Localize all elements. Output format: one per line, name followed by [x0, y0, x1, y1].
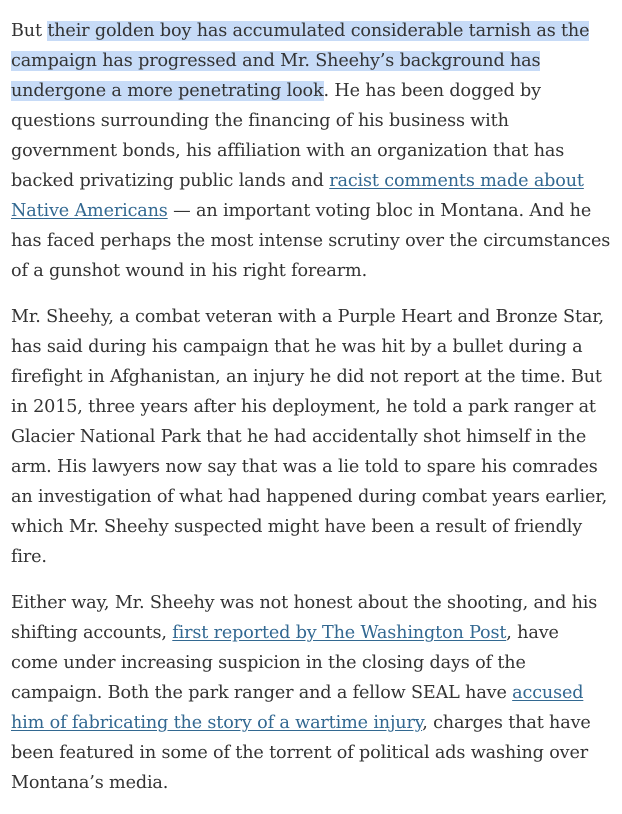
link-accused-fabricating[interactable]: accused him of fabricating the story of a wartime injury [11, 683, 584, 733]
paragraph-3-start: Either way, Mr. Sheehy was not honest about the shooting, and his shifting accounts, [11, 593, 598, 643]
link-racist-comments[interactable]: racist comments made about Native Americans [11, 171, 584, 221]
paragraph-2 [11, 302, 611, 572]
paragraph-2-text: Mr. Sheehy, a combat veteran with a Purple Heart and Bronze Star, has said during his campaign that he was hit by a bullet during a firefight in Afghanistan, an injury he did not report at the time. But in 2015, three years after his deployment, he told a park ranger at Glacier National Park that he had accidentally shot himself in the arm. His lawyers now say that was a lie told to spare his comrades an investigation of what had happened during combat years earlier, which Mr. Sheehy suspected might have been a result of friendly fire. [11, 307, 608, 567]
paragraph-3 [11, 588, 611, 798]
paragraph-1-text: . He has been dogged by questions surrounding the financing of his business with government bonds, his affiliation with an organization that has backed privatizing public lands and [11, 81, 565, 191]
link-washington-post[interactable]: first reported by The Washington Post [172, 623, 507, 643]
paragraph-1-lead: But [11, 21, 48, 41]
paragraph-1 [11, 16, 611, 286]
article-body [11, 16, 611, 814]
paragraph-3-mid: , have come under increasing suspicion in the closing days of the campaign. Both the park ranger and a fellow SEAL have [11, 623, 559, 703]
paragraph-1-end: — an important voting bloc in Montana. And he has faced perhaps the most intense scrutiny over the circumstances of a gunshot wound in his right forearm. [11, 201, 611, 281]
paragraph-3-end: , charges that have been featured in some of the torrent of political ads washing over Montana’s media. [11, 713, 591, 793]
highlighted-text-selection[interactable]: their golden boy has accumulated considerable tarnish as the campaign has progressed and Mr. Sheehy’s background has undergone a more penetrating look [11, 21, 590, 101]
